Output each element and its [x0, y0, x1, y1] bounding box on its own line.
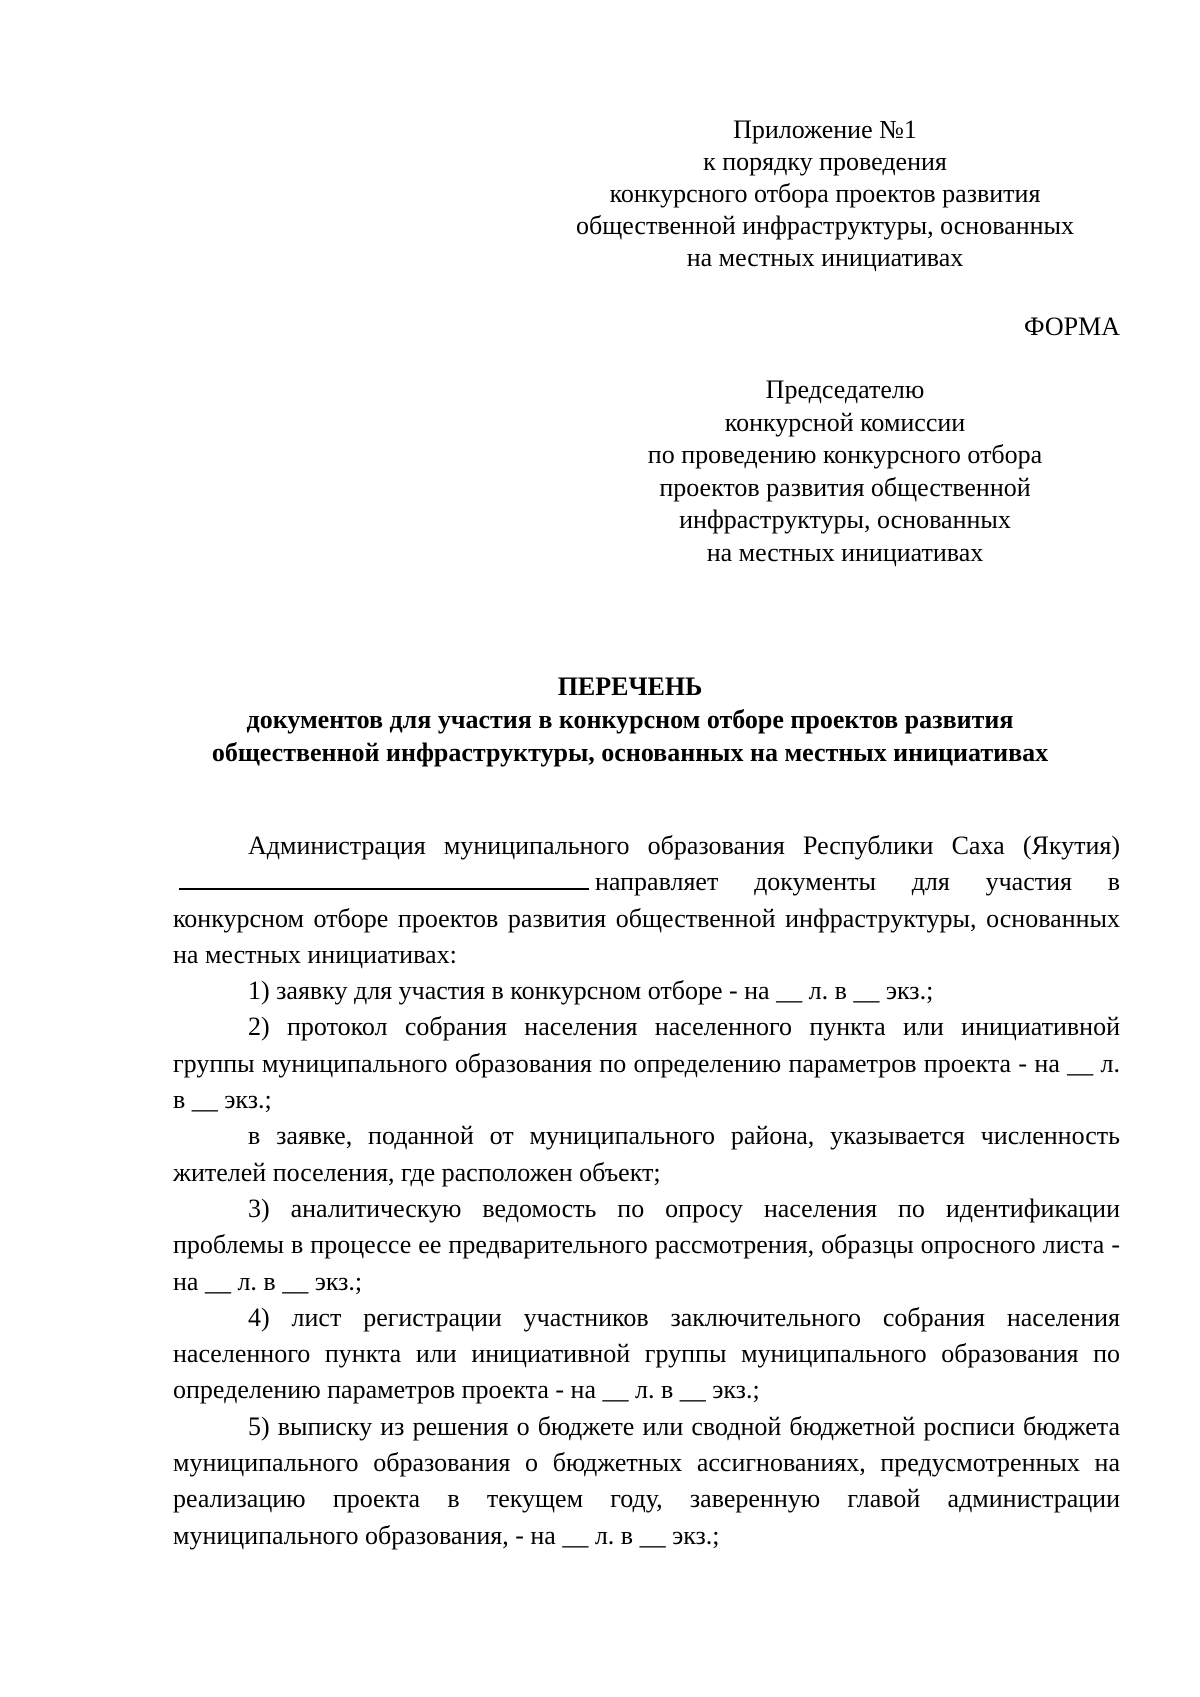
list-note: в заявке, поданной от муниципального района, указывается численность жителей поселения, где расположен объект; [173, 1121, 1120, 1187]
appendix-line: на местных инициативах [686, 243, 964, 272]
addressee-line: Председателю [765, 375, 925, 404]
addressee-line: на местных инициативах [706, 537, 984, 567]
addressee-line: инфраструктуры, основанных [679, 505, 1011, 534]
title-heading: ПЕРЕЧЕНЬ [557, 672, 703, 701]
list-item: 4) лист регистрации участников заключительного собрания населения населенного пункта или инициативной группы муниципального образования по определению параметров проекта - на __ л. в __ экз.; [173, 1302, 1120, 1405]
list-item: 1) заявку для участия в конкурсном отборе - на __ л. в __ экз.; [248, 976, 934, 1006]
intro-paragraph [173, 828, 1120, 973]
list-item: 5) выписку из решения о бюджете или сводной бюджетной росписи бюджета муниципального образования о бюджетных ассигнованиях, предусмотренных на реализацию проекта в текущем году, заверенную главой администрации муниципального образования, - на __ л. в __ экз.; [173, 1411, 1120, 1550]
form-label: ФОРМА [1024, 312, 1120, 341]
municipality-name-blank [179, 864, 589, 890]
intro-text-start: Администрация муниципального образования Республики Саха (Якутия) [248, 831, 1120, 860]
title-line: документов для участия в конкурсном отборе проектов развития [246, 705, 1014, 734]
addressee-line: проектов развития общественной [659, 472, 1031, 502]
document-title [150, 670, 1110, 769]
addressee-line: конкурсной комиссии [724, 407, 966, 437]
list-item: 3) аналитическую ведомость по опросу населения по идентификации проблемы в процессе ее предварительного рассмотрения, образцы опросного листа - на __ л. в __ экз.; [173, 1193, 1120, 1296]
list-item: 2) протокол собрания населения населенного пункта или инициативной группы муниципального образования по определению параметров проекта - на __ л. в __ экз.; [173, 1012, 1120, 1115]
addressee-line: по проведению конкурсного отбора [647, 440, 1043, 469]
title-line: общественной инфраструктуры, основанных на местных инициативах [211, 738, 1049, 767]
appendix-line: общественной инфраструктуры, основанных [576, 211, 1074, 240]
appendix-line: Приложение №1 [733, 115, 917, 144]
addressee-block [612, 374, 1078, 569]
intro-text-end: направляет документы для участия в конкурсном отборе проектов развития общественной инфраструктуры, основанных на местных инициативах: [173, 867, 1120, 969]
appendix-header [545, 114, 1105, 274]
appendix-line: к порядку проведения [703, 147, 947, 176]
appendix-line: конкурсного отбора проектов развития [609, 179, 1041, 208]
document-body [173, 828, 1120, 1554]
